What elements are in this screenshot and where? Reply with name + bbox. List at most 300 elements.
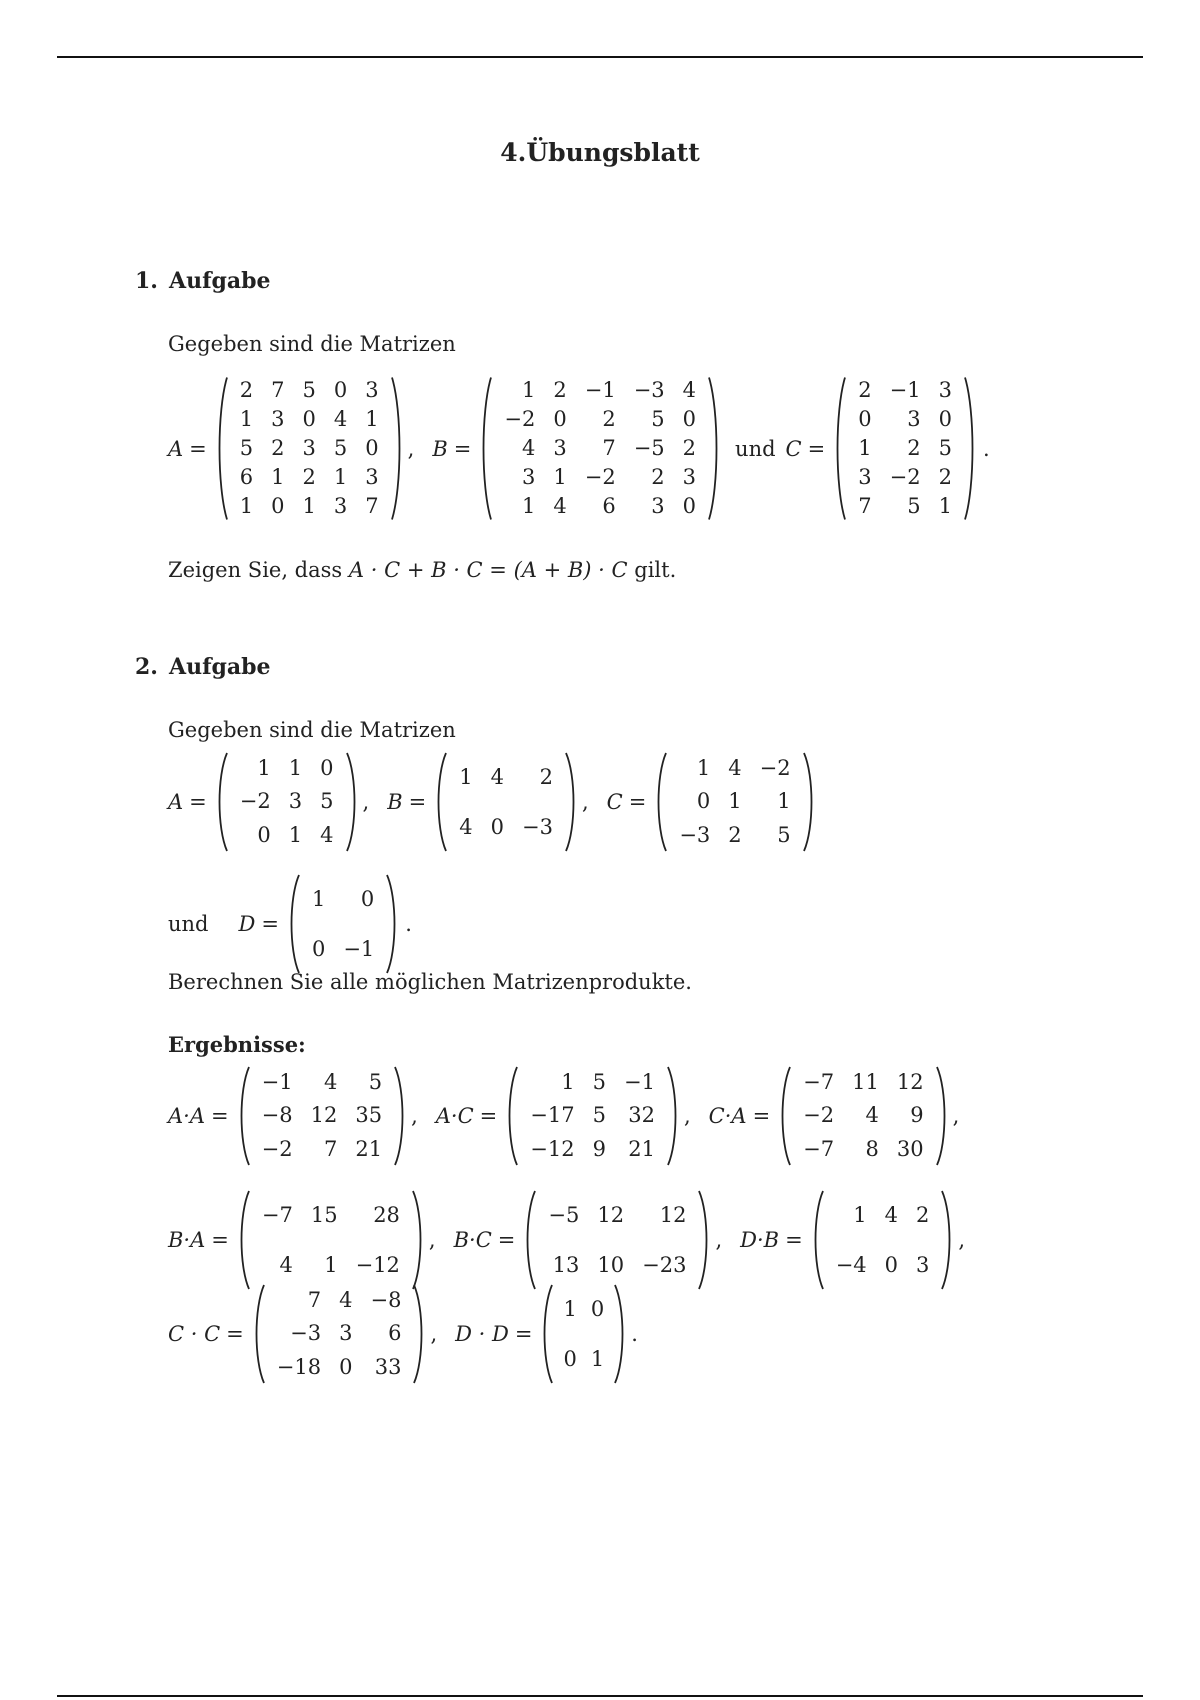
matrix-cell: 4	[682, 378, 697, 402]
matrix-row	[521, 1133, 664, 1166]
matrix-cell: 3	[858, 465, 872, 489]
task1-label-C: C	[785, 436, 802, 461]
comma: ,	[715, 1228, 723, 1252]
matrix-row	[849, 434, 961, 463]
matrix-cell: 1	[302, 494, 316, 518]
matrix-cell: 7	[858, 494, 872, 518]
matrix-cell: −4	[835, 1252, 867, 1277]
matrix-cell: 0	[271, 494, 285, 518]
matrix-row	[268, 1284, 411, 1317]
right-paren-icon	[935, 1066, 949, 1166]
left-paren-icon	[252, 1284, 266, 1384]
matrix-cell: 2	[858, 378, 872, 402]
matrix-cell: 2	[916, 1202, 930, 1227]
matrix-cell: 2	[728, 822, 742, 847]
task1-label-B: B	[432, 436, 448, 461]
result-label: C·A	[708, 1104, 747, 1128]
matrix-cell: 1	[553, 465, 567, 489]
matrix-cell: 11	[852, 1070, 879, 1095]
matrix-row	[849, 376, 961, 405]
right-paren-icon	[697, 1190, 711, 1290]
matrix-cell: 4	[521, 436, 536, 460]
task1-heading-text: Aufgabe	[169, 268, 271, 294]
matrix-cell: 3	[938, 378, 952, 402]
matrix-cell: 4	[323, 1070, 338, 1095]
task2-label-C: C	[606, 790, 623, 814]
matrix-cell: 15	[310, 1202, 338, 1227]
matrix-cell: 4	[728, 756, 742, 781]
matrix-row	[794, 1099, 932, 1132]
top-rule	[57, 56, 1143, 58]
matrix-cell: 33	[374, 1354, 402, 1379]
right-paren-icon	[345, 752, 359, 852]
matrix-cell: 2	[239, 378, 254, 402]
matrix-cell: 3	[339, 1321, 353, 1346]
left-paren-icon	[654, 752, 668, 852]
matrix-row	[253, 1099, 391, 1132]
matrix-row	[849, 405, 961, 434]
matrix-cell: 5	[320, 789, 334, 814]
comma: ,	[428, 1228, 436, 1252]
matrix-cell: 21	[355, 1136, 383, 1161]
matrix-cell: 1	[728, 789, 742, 814]
matrix-cell: 0	[696, 789, 711, 814]
matrix-table	[539, 1190, 695, 1290]
left-paren-icon	[833, 376, 847, 521]
comma: ,	[407, 436, 415, 461]
result-label: D·B	[740, 1228, 780, 1252]
matrix-cell: 2	[302, 465, 316, 489]
matrix-cell: 3	[916, 1252, 930, 1277]
matrix-row	[794, 1133, 932, 1166]
task2-matrix-B	[434, 752, 578, 852]
matrix-cell: −1	[623, 1070, 655, 1095]
matrix-cell: 7	[602, 436, 616, 460]
matrix-cell: 0	[311, 936, 326, 961]
matrix-cell: 2	[602, 407, 616, 431]
matrix-cell: 1	[777, 789, 791, 814]
matrix-table	[231, 376, 388, 521]
task2-matrices-line	[168, 752, 816, 852]
matrix-row	[268, 1351, 411, 1384]
task1-matrix-B	[479, 376, 721, 521]
matrix-cell: −7	[803, 1136, 835, 1161]
matrix-cell: 3	[365, 378, 379, 402]
matrix-row	[450, 752, 562, 802]
matrix-cell: 4	[459, 814, 473, 839]
task2-label-D: D	[238, 912, 256, 936]
comma: ,	[581, 790, 589, 814]
task2-label-A: A	[168, 790, 184, 814]
matrix-table	[556, 1284, 611, 1384]
matrix-table	[495, 376, 705, 521]
matrix-cell: 7	[323, 1136, 338, 1161]
matrix-cell: 4	[865, 1103, 879, 1128]
bottom-rule	[57, 1695, 1143, 1697]
matrix-cell: 0	[302, 407, 316, 431]
matrix-cell: 1	[459, 764, 473, 789]
task2-heading	[135, 654, 271, 680]
matrix-cell: 1	[288, 756, 303, 781]
task1-question-suffix: gilt.	[627, 558, 677, 582]
matrix-cell: 2	[651, 465, 665, 489]
matrix-row	[495, 463, 705, 492]
result-label: B·A	[168, 1228, 206, 1252]
matrix-row	[231, 434, 388, 463]
right-paren-icon	[385, 874, 399, 974]
matrix-cell: 9	[910, 1103, 924, 1128]
period: .	[631, 1322, 638, 1346]
results-line-1	[168, 1066, 959, 1166]
equals-sign: =	[479, 1104, 498, 1128]
matrix-cell: 32	[628, 1103, 655, 1128]
matrix-cell: 4	[333, 407, 348, 431]
matrix-cell: 1	[590, 1346, 605, 1371]
matrix-cell: −2	[261, 1136, 293, 1161]
task2-label-B: B	[387, 790, 403, 814]
matrix-row	[231, 752, 343, 785]
equals-sign: =	[785, 1228, 803, 1252]
comma: ,	[430, 1322, 438, 1346]
matrix-cell: −18	[276, 1354, 322, 1379]
matrix-row	[670, 819, 799, 852]
left-paren-icon	[479, 376, 493, 521]
equals-sign: =	[189, 436, 207, 461]
matrix-cell: 0	[360, 886, 375, 911]
matrix-cell: 2	[539, 764, 553, 789]
matrix-cell: 1	[521, 378, 536, 402]
left-paren-icon	[287, 874, 301, 974]
matrix-table	[253, 1190, 409, 1290]
matrix-cell: −2	[584, 465, 616, 489]
right-paren-icon	[963, 376, 977, 521]
matrix-cell: 0	[365, 436, 379, 460]
matrix-row	[253, 1066, 391, 1099]
matrix-cell: −3	[679, 822, 711, 847]
matrix-row	[495, 376, 705, 405]
right-paren-icon	[802, 752, 816, 852]
task1-question	[168, 558, 676, 582]
matrix-cell: 3	[288, 789, 303, 814]
task1-heading	[135, 268, 271, 294]
matrix-cell: 1	[858, 436, 872, 460]
matrix-row	[303, 924, 383, 974]
matrix-cell: −1	[584, 378, 616, 402]
matrix-cell: 4	[884, 1202, 899, 1227]
comma: ,	[362, 790, 370, 814]
matrix-cell: −3	[290, 1321, 322, 1346]
matrix-cell: 3	[553, 436, 567, 460]
period: .	[982, 436, 990, 461]
matrix-table	[794, 1066, 932, 1166]
matrix-cell: 1	[311, 886, 326, 911]
matrix-row	[556, 1334, 611, 1384]
matrix-table	[303, 874, 383, 974]
equals-sign: =	[514, 1322, 533, 1346]
matrix-row	[521, 1066, 664, 1099]
left-paren-icon	[811, 1190, 825, 1290]
matrix-cell: 5	[239, 436, 254, 460]
matrix-cell: 3	[271, 407, 285, 431]
matrix-cell: −5	[633, 436, 665, 460]
matrix-row	[495, 405, 705, 434]
matrix-cell: −1	[343, 936, 375, 961]
matrix-row	[495, 492, 705, 521]
matrix-cell: 7	[365, 494, 379, 518]
matrix-cell: 0	[938, 407, 952, 431]
result-matrix-CC	[252, 1284, 427, 1384]
result-label: C · C	[168, 1322, 221, 1346]
und-text: und	[168, 912, 209, 936]
matrix-cell: 1	[288, 822, 303, 847]
matrix-cell: 4	[553, 494, 567, 518]
result-label: D · D	[455, 1322, 509, 1346]
left-paren-icon	[434, 752, 448, 852]
matrix-cell: 13	[552, 1252, 580, 1277]
equals-sign: =	[261, 912, 279, 936]
matrix-cell: 0	[858, 407, 872, 431]
matrix-cell: 5	[592, 1070, 606, 1095]
matrix-cell: −2	[239, 789, 271, 814]
right-paren-icon	[707, 376, 721, 521]
task2-matrix-C	[654, 752, 815, 852]
matrix-table	[849, 376, 961, 521]
equals-sign: =	[453, 436, 472, 461]
matrix-cell: −7	[803, 1070, 835, 1095]
task1-matrix-C	[833, 376, 977, 521]
matrix-cell: 7	[307, 1288, 322, 1313]
comma: ,	[411, 1104, 418, 1128]
matrix-table	[827, 1190, 939, 1290]
matrix-cell: 21	[628, 1136, 655, 1161]
right-paren-icon	[390, 376, 404, 521]
matrix-cell: 2	[682, 436, 697, 460]
matrix-cell: 6	[239, 465, 254, 489]
matrix-cell: 0	[590, 1296, 605, 1321]
task2-number: 2.	[135, 654, 158, 680]
matrix-cell: 5	[592, 1103, 606, 1128]
matrix-cell: 12	[310, 1103, 338, 1128]
right-paren-icon	[666, 1066, 680, 1166]
matrix-cell: 0	[257, 822, 271, 847]
matrix-cell: 2	[938, 465, 952, 489]
matrix-row	[539, 1240, 695, 1290]
matrix-cell: 1	[938, 494, 952, 518]
task2-matrix-A	[215, 752, 359, 852]
matrix-cell: 5	[368, 1070, 383, 1095]
matrix-row	[495, 434, 705, 463]
matrix-cell: 5	[907, 494, 921, 518]
task1-label-A: A	[168, 436, 184, 461]
matrix-row	[539, 1190, 695, 1240]
matrix-cell: −2	[889, 465, 921, 489]
matrix-cell: 3	[302, 436, 316, 460]
matrix-cell: 10	[597, 1252, 625, 1277]
matrix-cell: 5	[333, 436, 348, 460]
matrix-cell: 12	[659, 1202, 687, 1227]
matrix-cell: 2	[271, 436, 285, 460]
matrix-cell: 5	[302, 378, 316, 402]
left-paren-icon	[505, 1066, 519, 1166]
left-paren-icon	[523, 1190, 537, 1290]
matrix-cell: 0	[563, 1346, 577, 1371]
right-paren-icon	[411, 1190, 425, 1290]
equals-sign: =	[211, 1104, 229, 1128]
matrix-row	[231, 463, 388, 492]
matrix-cell: 5	[938, 436, 952, 460]
matrix-cell: 0	[884, 1252, 899, 1277]
left-paren-icon	[778, 1066, 792, 1166]
left-paren-icon	[237, 1066, 251, 1166]
matrix-row	[849, 492, 961, 521]
equals-sign: =	[497, 1228, 516, 1252]
matrix-cell: 4	[339, 1288, 353, 1313]
matrix-row	[556, 1284, 611, 1334]
result-matrix-BC	[523, 1190, 711, 1290]
matrix-row	[231, 376, 388, 405]
matrix-cell: −2	[504, 407, 536, 431]
result-matrix-DD	[540, 1284, 627, 1384]
matrix-cell: 3	[365, 465, 379, 489]
matrix-cell: 1	[521, 494, 536, 518]
matrix-row	[253, 1133, 391, 1166]
task2-matrix-D	[287, 874, 399, 974]
matrix-cell: 3	[651, 494, 665, 518]
matrix-cell: −17	[530, 1103, 575, 1128]
matrix-cell: 0	[490, 814, 504, 839]
matrix-cell: 1	[271, 465, 285, 489]
result-matrix-AC	[505, 1066, 680, 1166]
matrix-row	[268, 1317, 411, 1350]
matrix-cell: 7	[271, 378, 285, 402]
equals-sign: =	[211, 1228, 229, 1252]
result-label: B·C	[453, 1228, 492, 1252]
equals-sign: =	[752, 1104, 771, 1128]
matrix-cell: 3	[333, 494, 348, 518]
matrix-cell: 3	[682, 465, 697, 489]
left-paren-icon	[237, 1190, 251, 1290]
matrix-cell: 1	[853, 1202, 867, 1227]
matrix-cell: −12	[530, 1136, 575, 1161]
left-paren-icon	[540, 1284, 554, 1384]
comma: ,	[952, 1104, 960, 1128]
matrix-cell: 0	[682, 494, 697, 518]
matrix-cell: 6	[388, 1321, 402, 1346]
matrix-cell: 4	[320, 822, 334, 847]
task1-question-prefix: Zeigen Sie, dass	[168, 558, 349, 582]
matrix-cell: 4	[490, 764, 504, 789]
matrix-cell: 2	[553, 378, 567, 402]
matrix-row	[231, 785, 343, 818]
matrix-cell: −1	[261, 1070, 293, 1095]
result-matrix-DB	[811, 1190, 955, 1290]
matrix-row	[253, 1190, 409, 1240]
matrix-cell: −1	[889, 378, 921, 402]
matrix-table	[268, 1284, 411, 1384]
equals-sign: =	[807, 436, 826, 461]
matrix-cell: 28	[373, 1202, 400, 1227]
left-paren-icon	[215, 752, 229, 852]
matrix-cell: −12	[355, 1252, 400, 1277]
right-paren-icon	[564, 752, 578, 852]
matrix-cell: 1	[365, 407, 379, 431]
matrix-cell: 1	[696, 756, 711, 781]
matrix-table	[521, 1066, 664, 1166]
matrix-cell: 0	[320, 756, 334, 781]
matrix-row	[794, 1066, 932, 1099]
task2-intro: Gegeben sind die Matrizen	[168, 718, 456, 742]
task2-matrix-D-line	[168, 874, 412, 974]
matrix-cell: −8	[370, 1288, 402, 1313]
matrix-cell: −8	[261, 1103, 293, 1128]
matrix-table	[231, 752, 343, 852]
results-line-2	[168, 1190, 965, 1290]
matrix-row	[450, 802, 562, 852]
equals-sign: =	[408, 790, 427, 814]
matrix-table	[253, 1066, 391, 1166]
matrix-cell: 6	[602, 494, 616, 518]
matrix-row	[670, 752, 799, 785]
right-paren-icon	[412, 1284, 426, 1384]
matrix-cell: 3	[907, 407, 921, 431]
matrix-cell: −2	[803, 1103, 835, 1128]
task1-question-formula: A · C + B · C = (A + B) · C	[348, 558, 628, 582]
result-matrix-BA	[237, 1190, 425, 1290]
matrix-row	[849, 463, 961, 492]
matrix-cell: 4	[279, 1252, 293, 1277]
matrix-cell: −3	[521, 814, 553, 839]
right-paren-icon	[940, 1190, 954, 1290]
matrix-table	[450, 752, 562, 852]
matrix-cell: −23	[642, 1252, 687, 1277]
matrix-cell: 30	[896, 1136, 924, 1161]
result-label: A·A	[168, 1104, 206, 1128]
matrix-row	[253, 1240, 409, 1290]
matrix-cell: 0	[339, 1354, 353, 1379]
task1-intro: Gegeben sind die Matrizen	[168, 332, 456, 356]
matrix-cell: 1	[239, 407, 254, 431]
matrix-row	[231, 819, 343, 852]
page-title: 4.Übungsblatt	[500, 138, 700, 167]
und-text: und	[735, 436, 776, 461]
matrix-cell: −7	[261, 1202, 293, 1227]
result-label: A·C	[435, 1104, 474, 1128]
task1-matrix-A	[215, 376, 404, 521]
right-paren-icon	[613, 1284, 627, 1384]
equals-sign: =	[226, 1322, 244, 1346]
matrix-row	[231, 405, 388, 434]
matrix-cell: 3	[521, 465, 536, 489]
matrix-cell: 2	[907, 436, 921, 460]
task2-instruction: Berechnen Sie alle möglichen Matrizenprodukte.	[168, 970, 692, 994]
result-matrix-CA	[778, 1066, 948, 1166]
left-paren-icon	[215, 376, 229, 521]
matrix-cell: 5	[651, 407, 665, 431]
results-heading: Ergebnisse:	[168, 1032, 306, 1057]
comma: ,	[683, 1104, 691, 1128]
equals-sign: =	[189, 790, 207, 814]
period: .	[405, 912, 412, 936]
matrix-cell: 1	[333, 465, 348, 489]
matrix-row	[231, 492, 388, 521]
matrix-row	[303, 874, 383, 924]
matrix-cell: 1	[563, 1296, 577, 1321]
matrix-cell: 0	[553, 407, 567, 431]
matrix-cell: 12	[896, 1070, 924, 1095]
matrix-cell: −2	[759, 756, 791, 781]
matrix-row	[670, 785, 799, 818]
matrix-row	[827, 1240, 939, 1290]
